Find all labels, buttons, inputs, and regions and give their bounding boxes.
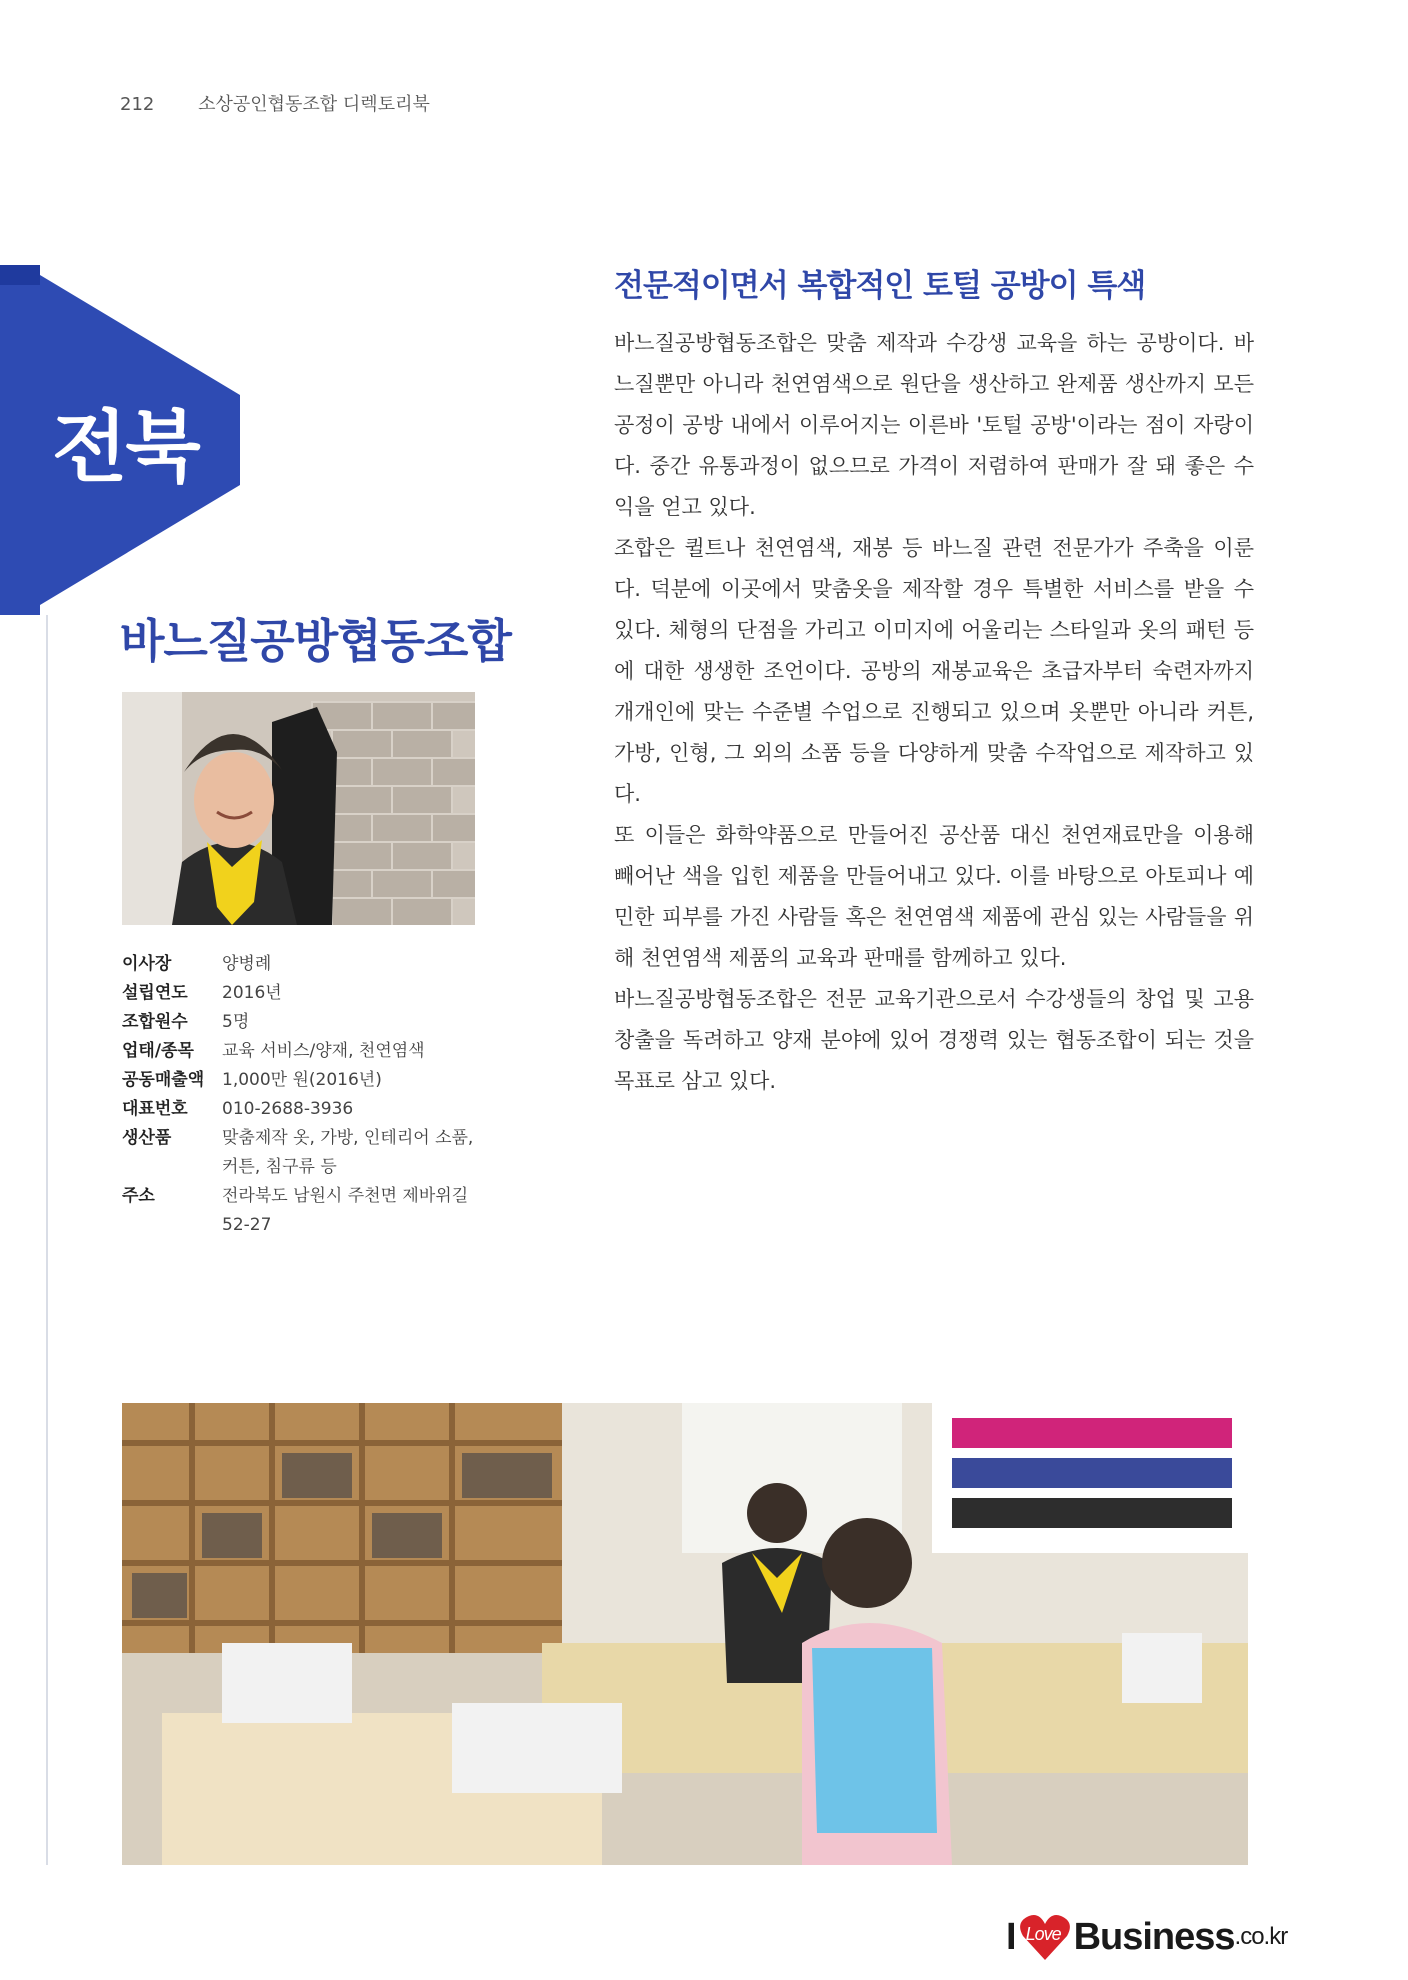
article-paragraph: 바느질공방협동조합은 전문 교육기관으로서 수강생들의 창업 및 고용 창출을 독려하고 양재 분야에 있어 경쟁력 있는 협동조합이 되는 것을 목표로 삼고 있다. xyxy=(614,987,1254,1093)
footer-logo xyxy=(1006,1912,1287,1962)
logo-i: I xyxy=(1006,1915,1016,1958)
info-row xyxy=(122,979,482,1008)
info-key: 주소 xyxy=(122,1186,155,1206)
info-key: 업태/종목 xyxy=(122,1041,194,1061)
info-value: 교육 서비스/양재, 천연염색 xyxy=(222,1041,425,1061)
info-value: 1,000만 원(2016년) xyxy=(222,1070,382,1090)
info-value: 2016년 xyxy=(222,983,282,1003)
info-row xyxy=(122,1066,482,1095)
logo-business: Business xyxy=(1073,1915,1235,1958)
org-name: 바느질공방협동조합 xyxy=(120,614,511,668)
article-paragraph: 또 이들은 화학약품으로 만들어진 공산품 대신 천연재료만을 이용해 빼어난 색을 입힌 제품을 만들어내고 있다. 이를 바탕으로 아토피나 예민한 피부를 가진 사람들 혹은 천연염색 제품에 관심 있는 사람들을 위해 천연염색 제품의 교육과 판매를 함께하고 있다. xyxy=(614,823,1254,970)
info-row xyxy=(122,950,482,979)
workshop-photo xyxy=(122,1403,1248,1865)
logo-love: Love xyxy=(1025,1924,1061,1944)
margin-rule xyxy=(46,615,48,1865)
info-value: 전라북도 남원시 주천면 제바위길 52-27 xyxy=(222,1186,469,1235)
representative-photo xyxy=(122,692,475,925)
info-value: 양병례 xyxy=(222,954,272,974)
info-key: 설립연도 xyxy=(122,983,188,1003)
heart-icon xyxy=(1019,1912,1071,1962)
article-body xyxy=(614,323,1254,1102)
info-key: 생산품 xyxy=(122,1128,172,1148)
article-paragraph: 바느질공방협동조합은 맞춤 제작과 수강생 교육을 하는 공방이다. 바느질뿐만 아니라 천연염색으로 원단을 생산하고 완제품 생산까지 모든 공정이 공방 내에서 이루어지는 이른바 '토털 공방'이라는 점이 자랑이다. 중간 유통과정이 없으므로 가격이 저렴하여 판매가 잘 돼 좋은 수익을 얻고 있다. xyxy=(614,331,1254,519)
info-value: 5명 xyxy=(222,1012,250,1032)
info-table xyxy=(122,950,482,1240)
info-row xyxy=(122,1124,482,1182)
info-row xyxy=(122,1095,482,1124)
region-label: 전북 xyxy=(52,403,199,493)
page-header xyxy=(120,90,430,116)
article-paragraph: 조합은 퀼트나 천연염색, 재봉 등 바느질 관련 전문가가 주축을 이룬다. 덕분에 이곳에서 맞춤옷을 제작할 경우 특별한 서비스를 받을 수 있다. 체형의 단점을 가리고 이미지에 어울리는 스타일과 옷의 패턴 등에 대한 생생한 조언이다. 공방의 재봉교육은 초급자부터 숙련자까지 개개인에 맞는 수준별 수업으로 진행되고 있으며 옷뿐만 아니라 커튼, 가방, 인형, 그 외의 소품 등을 다양하게 맞춤 수작업으로 제작하고 있다. xyxy=(614,536,1254,806)
article-headline: 전문적이면서 복합적인 토털 공방이 특색 xyxy=(614,268,1146,304)
info-key: 조합원수 xyxy=(122,1012,188,1032)
page-number: 212 xyxy=(120,94,155,115)
info-value: 010-2688-3936 xyxy=(222,1099,354,1119)
publication-title: 소상공인협동조합 디렉토리북 xyxy=(198,94,430,115)
info-row xyxy=(122,1182,482,1240)
info-key: 이사장 xyxy=(122,954,172,974)
info-row xyxy=(122,1008,482,1037)
logo-domain: .co.kr xyxy=(1234,1923,1288,1950)
info-value: 맞춤제작 옷, 가방, 인테리어 소품, 커튼, 침구류 등 xyxy=(222,1128,474,1177)
info-key: 공동매출액 xyxy=(122,1070,205,1090)
info-key: 대표번호 xyxy=(122,1099,188,1119)
info-row xyxy=(122,1037,482,1066)
